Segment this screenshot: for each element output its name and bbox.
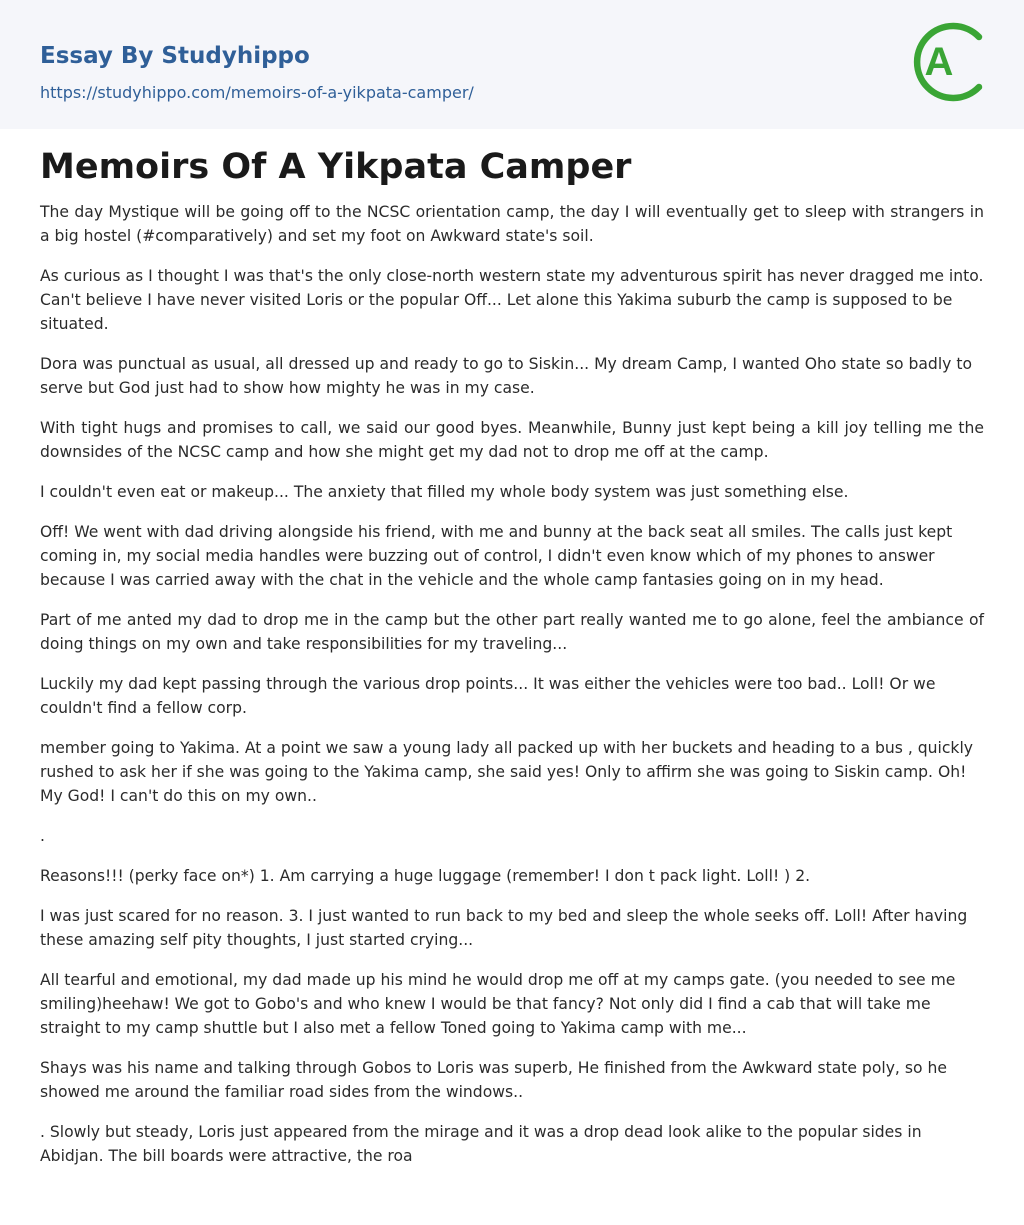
essay-paragraph: Reasons!!! (perky face on*) 1. Am carrying a huge luggage (remember! I don t pack light. Loll! ) 2.	[40, 867, 811, 885]
essay-paragraph: The day Mystique will be going off to the NCSC orientation camp, the day I will eventually get to sleep with strangers in a big hostel (#comparatively) and set my foot on Awkward state's soil.	[40, 203, 984, 245]
site-title: Essay By Studyhippo	[40, 43, 310, 69]
studyhippo-logo-icon[interactable]	[912, 19, 988, 105]
essay-paragraph: Dora was punctual as usual, all dressed up and ready to go to Siskin... My dream Camp, I wanted Oho state so badly to serve but God just had to show how mighty he was in my case.	[40, 355, 973, 397]
essay-paragraph: With tight hugs and promises to call, we said our good byes. Meanwhile, Bunny just kept being a kill joy telling me the downsides of the NCSC camp and how she might get my dad not to drop me off at the camp.	[40, 419, 984, 461]
logo-letter: A	[924, 40, 954, 84]
essay-paragraph: Shays was his name and talking through Gobos to Loris was superb, He finished from the Awkward state poly, so he showed me around the familiar road sides from the windows..	[40, 1059, 947, 1101]
essay-paragraph: All tearful and emotional, my dad made up his mind he would drop me off at my camps gate. (you needed to see me smiling)heehaw! We got to Gobo's and who knew I would be that fancy? Not only did I find a cab that will take me straight to my camp shuttle but I also met a fellow Toned going to Yakima camp with me...	[40, 971, 956, 1037]
essay-paragraph: Luckily my dad kept passing through the various drop points... It was either the vehicles were too bad.. Loll! Or we couldn't find a fellow corp.	[40, 675, 936, 717]
essay-paragraph: Part of me anted my dad to drop me in the camp but the other part really wanted me to go alone, feel the ambiance of doing things on my own and take responsibilities for my traveling...	[40, 611, 984, 653]
page-title: Memoirs Of A Yikpata Camper	[40, 147, 632, 187]
essay-paragraph: . Slowly but steady, Loris just appeared from the mirage and it was a drop dead look alike to the popular sides in Abidjan. The bill boards were attractive, the roa	[40, 1123, 922, 1165]
essay-paragraph: member going to Yakima. At a point we saw a young lady all packed up with her buckets and heading to a bus , quickly rushed to ask her if she was going to the Yakima camp, she said yes! Only to affirm she was going to Siskin camp. Oh! My God! I can't do this on my own..	[40, 739, 974, 805]
essay-paragraph: As curious as I thought I was that's the only close-north western state my adventurous spirit has never dragged me into. Can't believe I have never visited Loris or the popular Off... Let alone this Yakima suburb the camp is supposed to be situated.	[40, 267, 984, 333]
site-header	[0, 0, 1024, 129]
essay-paragraph: I couldn't even eat or makeup... The anxiety that filled my whole body system was just something else.	[40, 483, 849, 501]
essay-paragraph: I was just scared for no reason. 3. I just wanted to run back to my bed and sleep the whole seeks off. Loll! After having these amazing self pity thoughts, I just started crying...	[40, 907, 968, 949]
essay-paragraph: .	[40, 827, 45, 845]
essay-paragraph: Off! We went with dad driving alongside his friend, with me and bunny at the back seat all smiles. The calls just kept coming in, my social media handles were buzzing out of control, I didn't even know which of my phones to answer because I was carried away with the chat in the vehicle and the whole camp fantasies going on in my head.	[40, 523, 953, 589]
source-url-link[interactable]: https://studyhippo.com/memoirs-of-a-yikpata-camper/	[40, 83, 474, 102]
essay-content	[0, 129, 1024, 1168]
